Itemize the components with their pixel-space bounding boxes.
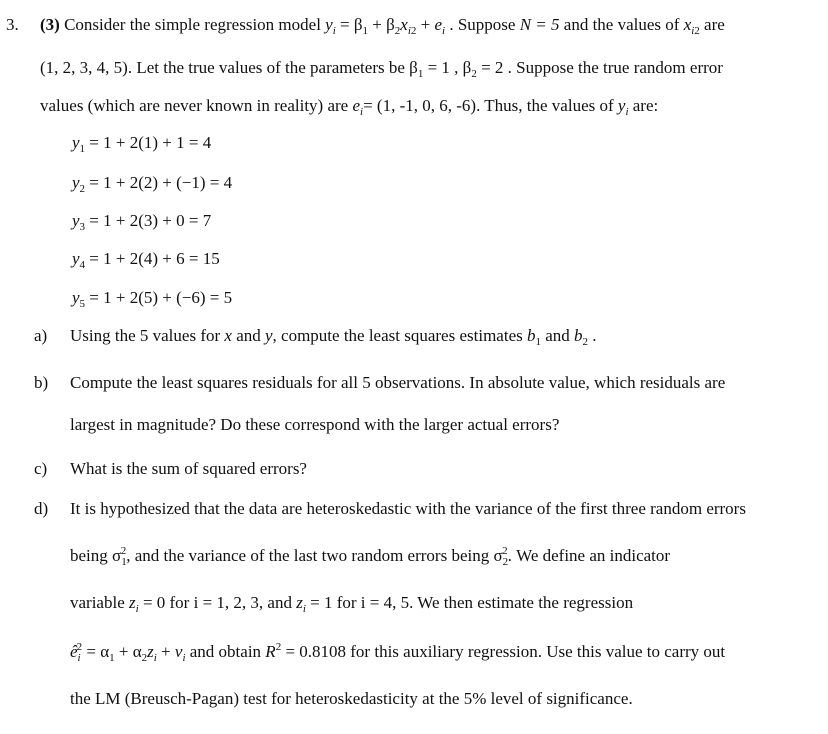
x-values: (1, 2, 3, 4, 5). <box>40 58 133 77</box>
beta1-symbol: $\beta_1$ <box>409 58 424 80</box>
thus-text: Thus, the values of <box>484 96 614 115</box>
question-line-2 <box>40 57 723 79</box>
equation-y5: $y_5 = 1 + 2(5) + (-6) = 5$ <box>72 288 233 310</box>
part-d-line-5: the LM (Breusch-Pagan) test for heteroskedasticity at the 5% level of significance. <box>70 689 633 708</box>
n-value: N = 5 <box>519 15 560 34</box>
true-params-text: Let the true values of the parameters be <box>136 58 405 77</box>
x-i2-symbol: $x_{i2}$ <box>683 15 700 37</box>
part-b-label: b) <box>34 373 49 392</box>
beta2-eq: = 2 . <box>481 58 512 77</box>
part-d-label: d) <box>34 499 49 518</box>
equation-y2: $y_2 = 1 + 2(2) + (-1) = 4$ <box>72 173 233 195</box>
part-b-line-2: largest in magnitude? Do these correspond with the larger actual errors? <box>70 415 560 434</box>
y-i-symbol: $y_i$ <box>617 96 629 118</box>
auxiliary-regression-formula: $ê_i^2 = \alpha_1 + \alpha_2z_i + v_i$ <box>70 641 186 664</box>
part-a-label: a) <box>34 326 48 345</box>
beta2-symbol: $\beta_2$ <box>462 58 477 80</box>
errors-intro: values (which are never known in reality) are <box>40 96 349 115</box>
part-d-line-4: $ê_i^2 = \alpha_1 + \alpha_2z_i + v_i$ and obtain $R^2 = 0.8108$ for this auxiliary regression. Use this value to carry out <box>70 641 726 664</box>
are-text: are <box>704 15 725 34</box>
equation-y3: $y_3 = 1 + 2(3) + 0 = 7$ <box>72 211 212 233</box>
part-a-text: Using the 5 values for x and y, compute the least squares estimates $b_1$ and $b_2$ . <box>70 326 597 348</box>
errors-values: = (1, -1, 0, 6, -6). <box>363 96 481 115</box>
question-points: (3) <box>40 15 60 34</box>
and-values-of: and the values of <box>563 15 680 34</box>
question-number: 3. <box>6 15 19 34</box>
equation-y4: $y_4 = 1 + 2(4) + 6 = 15$ <box>72 249 220 271</box>
are-colon: are: <box>632 96 659 115</box>
suppose-text: Suppose <box>457 15 516 34</box>
equation-y1: $y_1 = 1 + 2(1) + 1 = 4$ <box>72 133 212 155</box>
regression-model-formula: $y_i = \beta_1 + \beta_2x_{i2} + e_i$ . <box>325 15 454 37</box>
part-c-line-1: What is the sum of squared errors? <box>70 459 307 478</box>
part-d-line-1: It is hypothesized that the data are heteroskedastic with the variance of the first three random errors <box>70 499 746 518</box>
question-line-3 <box>40 95 658 117</box>
question-line-1 <box>40 14 725 36</box>
beta1-eq: = 1 , <box>427 58 459 77</box>
suppose-errors-text: Suppose the true random error <box>516 58 723 77</box>
part-c-label: c) <box>34 459 48 478</box>
part-b-line-1: Compute the least squares residuals for all 5 observations. In absolute value, which residuals are <box>70 373 726 392</box>
part-d-line-2: being $\sigma_1^2$, and the variance of the last two random errors being $\sigma_2^2$. We define an indicator <box>70 545 671 568</box>
intro-text: Consider the simple regression model <box>64 15 321 34</box>
part-d-line-3: variable $z_i = 0$ for i = 1, 2, 3, and $z_i = 1$ for i = 4, 5. We then estimate the regression <box>70 593 634 615</box>
e-i-symbol: $e_i$ <box>352 96 364 118</box>
